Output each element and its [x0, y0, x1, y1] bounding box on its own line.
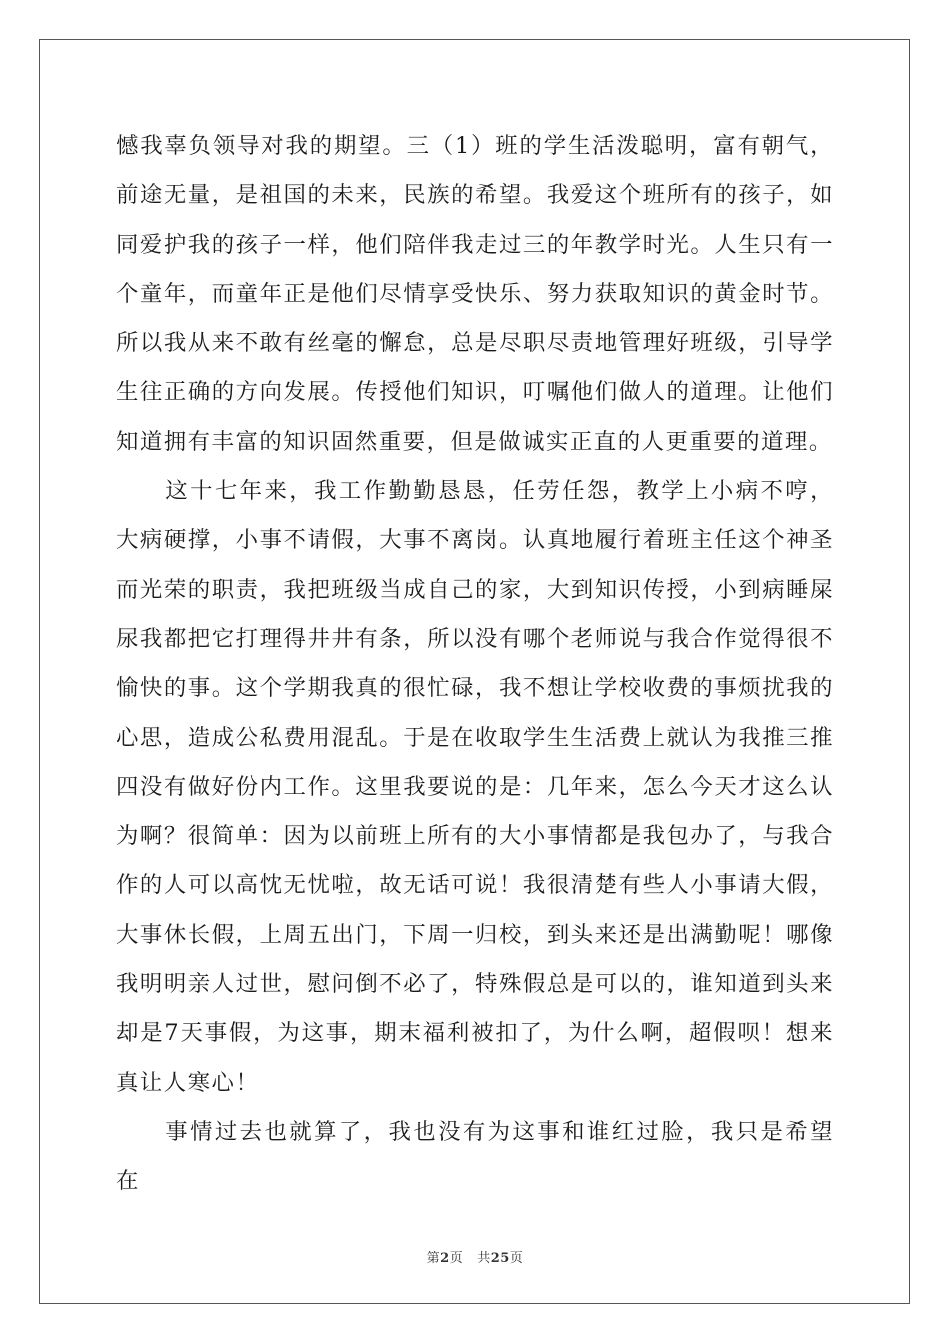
total-pages: 25 [490, 1251, 510, 1266]
total-prefix: 共 [477, 1251, 491, 1266]
page-suffix: 页 [449, 1251, 464, 1266]
paragraph-3: 事情过去也就算了，我也没有为这事和谁红过脸，我只是希望在 [116, 1118, 834, 1195]
document-body [116, 122, 834, 1207]
paragraph-2: 这十七年来，我工作勤勤恳恳，任劳任怨，教学上小病不哼，大病硬撑，小事不请假，大事不离岗。认真地履行着班主任这个神圣而光荣的职责，我把班级当成自己的家，大到知识传授，小到病睡屎尿我都把它打理得井井有条，所以没有哪个老师说与我合作觉得很不愉快的事。这个学期我真的很忙碌，我不想让学校收费的事烦扰我的心思，造成公私费用混乱。于是在收取学生生活费上就认为我推三推四没有做好份内工作。这里我要说的是：几年来，怎么今天才这么认为啊？很简单：因为以前班上所有的大小事情都是我包办了，与我合作的人可以高忱无忧啦，故无话可说！我很清楚有些人小事请大假，大事休长假，上周五出门，下周一归校，到头来还是出满勤呢！哪像我明明亲人过世，慰问倒不必了，特殊假总是可以的，谁知道到头来却是7天事假，为这事，期末福利被扣了，为什么啊，超假呗！想来真让人寒心！ [116, 478, 834, 1096]
page-number: 2 [440, 1251, 450, 1266]
paragraph-1: 憾我辜负领导对我的期望。三（1）班的学生活泼聪明，富有朝气，前途无量，是祖国的未来，民族的希望。我爱这个班所有的孩子，如同爱护我的孩子一样，他们陪伴我走过三的年教学时光。人生只有一个童年，而童年正是他们尽情享受快乐、努力获取知识的黄金时节。所以我从来不敢有丝毫的懈怠，总是尽职尽责地管理好班级，引导学生往正确的方向发展。传授他们知识，叮嘱他们做人的道理。让他们知道拥有丰富的知识固然重要，但是做诚实正直的人更重要的道理。 [116, 133, 834, 455]
total-suffix: 页 [509, 1251, 524, 1266]
page-footer [0, 1247, 950, 1266]
page-prefix: 第 [426, 1251, 441, 1266]
